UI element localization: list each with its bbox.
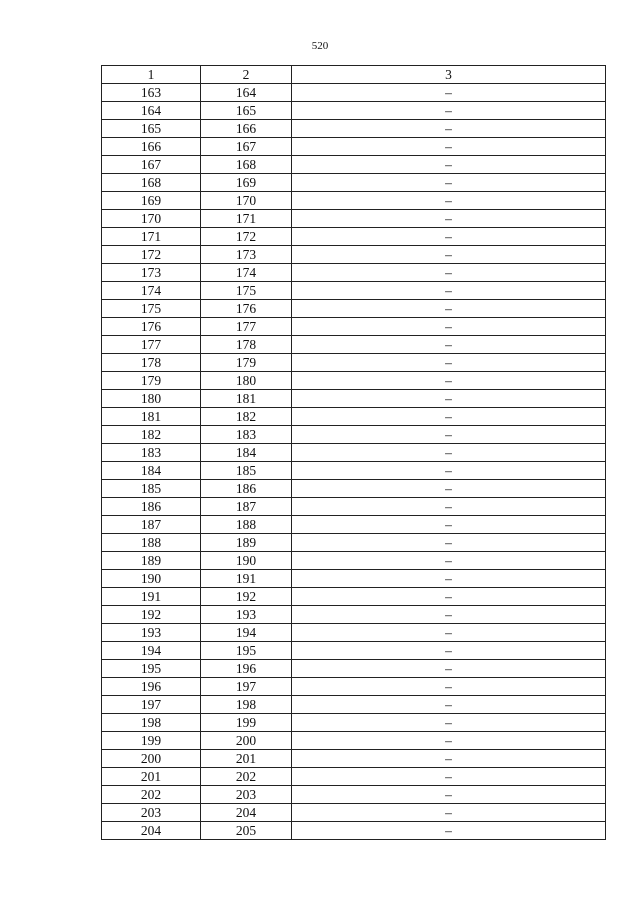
cell-col1: 175 [102, 300, 201, 318]
cell-col1: 169 [102, 192, 201, 210]
cell-col1: 202 [102, 786, 201, 804]
cell-col2: 190 [201, 552, 292, 570]
cell-col1: 182 [102, 426, 201, 444]
table-row [102, 318, 606, 336]
cell-col1: 165 [102, 120, 201, 138]
cell-col3: – [292, 786, 606, 804]
cell-col3: – [292, 732, 606, 750]
cell-col1: 188 [102, 534, 201, 552]
cell-col1: 194 [102, 642, 201, 660]
cell-col3: – [292, 480, 606, 498]
table-row [102, 426, 606, 444]
cell-col1: 197 [102, 696, 201, 714]
cell-col2: 202 [201, 768, 292, 786]
cell-col3: – [292, 588, 606, 606]
cell-col3: – [292, 714, 606, 732]
column-header-3: 3 [292, 66, 606, 84]
table-row [102, 624, 606, 642]
table-body [102, 84, 606, 840]
table-row [102, 732, 606, 750]
cell-col2: 189 [201, 534, 292, 552]
cell-col3: – [292, 192, 606, 210]
table-row [102, 192, 606, 210]
cell-col1: 177 [102, 336, 201, 354]
cell-col3: – [292, 228, 606, 246]
cell-col1: 200 [102, 750, 201, 768]
cell-col2: 164 [201, 84, 292, 102]
cell-col2: 188 [201, 516, 292, 534]
cell-col3: – [292, 354, 606, 372]
cell-col3: – [292, 498, 606, 516]
cell-col2: 170 [201, 192, 292, 210]
cell-col3: – [292, 120, 606, 138]
cell-col2: 185 [201, 462, 292, 480]
cell-col2: 166 [201, 120, 292, 138]
cell-col3: – [292, 768, 606, 786]
cell-col2: 204 [201, 804, 292, 822]
cell-col2: 177 [201, 318, 292, 336]
cell-col3: – [292, 804, 606, 822]
cell-col3: – [292, 570, 606, 588]
cell-col3: – [292, 444, 606, 462]
cell-col2: 205 [201, 822, 292, 840]
cell-col2: 172 [201, 228, 292, 246]
cell-col2: 174 [201, 264, 292, 282]
cell-col1: 184 [102, 462, 201, 480]
cell-col3: – [292, 174, 606, 192]
cell-col2: 168 [201, 156, 292, 174]
cell-col2: 200 [201, 732, 292, 750]
table-row [102, 444, 606, 462]
cell-col3: – [292, 282, 606, 300]
cell-col1: 199 [102, 732, 201, 750]
cell-col3: – [292, 156, 606, 174]
cell-col1: 193 [102, 624, 201, 642]
table-row [102, 282, 606, 300]
table-row [102, 822, 606, 840]
cell-col1: 189 [102, 552, 201, 570]
cell-col2: 195 [201, 642, 292, 660]
cell-col2: 184 [201, 444, 292, 462]
table-header [102, 66, 606, 84]
table-row [102, 534, 606, 552]
cell-col2: 165 [201, 102, 292, 120]
cell-col3: – [292, 750, 606, 768]
cell-col2: 191 [201, 570, 292, 588]
cell-col2: 198 [201, 696, 292, 714]
cell-col1: 163 [102, 84, 201, 102]
data-table [101, 65, 606, 840]
cell-col2: 182 [201, 408, 292, 426]
cell-col2: 179 [201, 354, 292, 372]
table-row [102, 696, 606, 714]
cell-col1: 170 [102, 210, 201, 228]
cell-col3: – [292, 372, 606, 390]
table-row [102, 642, 606, 660]
cell-col1: 173 [102, 264, 201, 282]
table-row [102, 264, 606, 282]
cell-col2: 203 [201, 786, 292, 804]
table-row [102, 750, 606, 768]
table-row [102, 786, 606, 804]
cell-col1: 176 [102, 318, 201, 336]
cell-col3: – [292, 102, 606, 120]
cell-col1: 196 [102, 678, 201, 696]
table-row [102, 336, 606, 354]
table-row [102, 354, 606, 372]
table-row [102, 660, 606, 678]
cell-col1: 183 [102, 444, 201, 462]
cell-col1: 166 [102, 138, 201, 156]
cell-col3: – [292, 336, 606, 354]
table-row [102, 174, 606, 192]
header-row [102, 66, 606, 84]
cell-col3: – [292, 462, 606, 480]
cell-col3: – [292, 642, 606, 660]
table-row [102, 516, 606, 534]
cell-col1: 178 [102, 354, 201, 372]
table-row [102, 570, 606, 588]
cell-col3: – [292, 516, 606, 534]
cell-col2: 183 [201, 426, 292, 444]
table-row [102, 138, 606, 156]
table-row [102, 372, 606, 390]
cell-col2: 178 [201, 336, 292, 354]
table-row [102, 102, 606, 120]
cell-col1: 192 [102, 606, 201, 624]
cell-col3: – [292, 300, 606, 318]
cell-col1: 171 [102, 228, 201, 246]
cell-col1: 191 [102, 588, 201, 606]
table-row [102, 156, 606, 174]
cell-col1: 167 [102, 156, 201, 174]
cell-col2: 196 [201, 660, 292, 678]
cell-col3: – [292, 390, 606, 408]
cell-col3: – [292, 318, 606, 336]
cell-col2: 181 [201, 390, 292, 408]
cell-col3: – [292, 264, 606, 282]
page-number: 520 [311, 40, 329, 52]
table-row [102, 408, 606, 426]
cell-col3: – [292, 408, 606, 426]
column-header-2: 2 [201, 66, 292, 84]
cell-col2: 192 [201, 588, 292, 606]
table-row [102, 246, 606, 264]
table-row [102, 552, 606, 570]
cell-col1: 186 [102, 498, 201, 516]
cell-col2: 171 [201, 210, 292, 228]
cell-col1: 201 [102, 768, 201, 786]
cell-col3: – [292, 210, 606, 228]
cell-col1: 172 [102, 246, 201, 264]
table-row [102, 804, 606, 822]
table-row [102, 120, 606, 138]
cell-col2: 176 [201, 300, 292, 318]
cell-col1: 174 [102, 282, 201, 300]
cell-col1: 179 [102, 372, 201, 390]
cell-col3: – [292, 678, 606, 696]
cell-col2: 187 [201, 498, 292, 516]
table-row [102, 606, 606, 624]
cell-col1: 168 [102, 174, 201, 192]
cell-col2: 169 [201, 174, 292, 192]
cell-col3: – [292, 660, 606, 678]
cell-col2: 197 [201, 678, 292, 696]
cell-col2: 186 [201, 480, 292, 498]
cell-col1: 164 [102, 102, 201, 120]
cell-col1: 203 [102, 804, 201, 822]
table-row [102, 768, 606, 786]
cell-col3: – [292, 606, 606, 624]
table-row [102, 498, 606, 516]
cell-col2: 201 [201, 750, 292, 768]
cell-col3: – [292, 246, 606, 264]
table-row [102, 480, 606, 498]
table-row [102, 462, 606, 480]
cell-col1: 180 [102, 390, 201, 408]
table-row [102, 390, 606, 408]
cell-col1: 198 [102, 714, 201, 732]
cell-col1: 190 [102, 570, 201, 588]
cell-col3: – [292, 696, 606, 714]
cell-col3: – [292, 552, 606, 570]
cell-col2: 180 [201, 372, 292, 390]
table-row [102, 84, 606, 102]
cell-col2: 173 [201, 246, 292, 264]
cell-col3: – [292, 426, 606, 444]
cell-col3: – [292, 84, 606, 102]
column-header-1: 1 [102, 66, 201, 84]
cell-col2: 175 [201, 282, 292, 300]
table-row [102, 210, 606, 228]
table-row [102, 300, 606, 318]
cell-col2: 193 [201, 606, 292, 624]
cell-col3: – [292, 822, 606, 840]
cell-col2: 167 [201, 138, 292, 156]
cell-col3: – [292, 534, 606, 552]
cell-col2: 194 [201, 624, 292, 642]
cell-col2: 199 [201, 714, 292, 732]
cell-col3: – [292, 624, 606, 642]
table-row [102, 678, 606, 696]
cell-col1: 187 [102, 516, 201, 534]
cell-col1: 195 [102, 660, 201, 678]
table-row [102, 714, 606, 732]
cell-col3: – [292, 138, 606, 156]
table-row [102, 228, 606, 246]
cell-col1: 204 [102, 822, 201, 840]
cell-col1: 185 [102, 480, 201, 498]
table-row [102, 588, 606, 606]
cell-col1: 181 [102, 408, 201, 426]
